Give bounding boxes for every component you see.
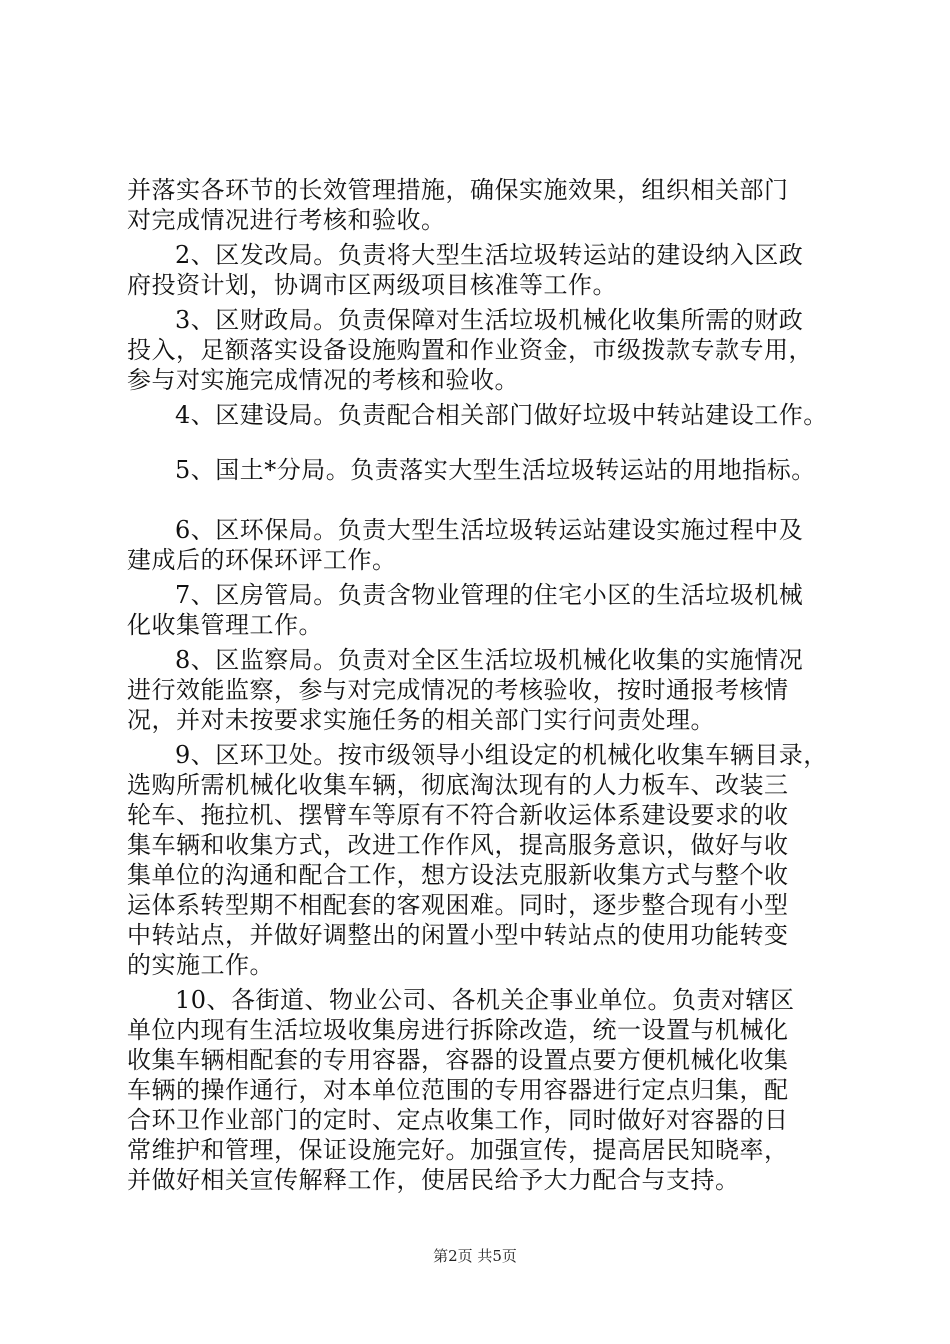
text-line: 车辆的操作通行，对本单位范围的专用容器进行定点归集，配 [127,1076,789,1104]
text-line: 运体系转型期不相配套的客观困难。同时，逐步整合现有小型 [127,891,789,919]
text-line: 4、区建设局。负责配合相关部门做好垃圾中转站建设工作。 [175,401,828,429]
text-line: 3、区财政局。负责保障对生活垃圾机械化收集所需的财政 [175,306,804,334]
text-line: 的实施工作。 [127,951,274,979]
text-line: 10、各街道、物业公司、各机关企事业单位。负责对辖区 [175,986,795,1014]
text-line: 2、区发改局。负责将大型生活垃圾转运站的建设纳入区政 [175,241,804,269]
text-line: 中转站点，并做好调整出的闲置小型中转站点的使用功能转变 [127,921,789,949]
text-line: 府投资计划，协调市区两级项目核准等工作。 [127,271,617,299]
text-line: 对完成情况进行考核和验收。 [127,206,446,234]
text-line: 集车辆和收集方式，改进工作作风，提高服务意识，做好与收 [127,831,789,859]
text-line: 建成后的环保环评工作。 [127,546,397,574]
text-line: 况，并对未按要求实施任务的相关部门实行问责处理。 [127,706,715,734]
text-line: 常维护和管理，保证设施完好。加强宣传，提高居民知晓率， [127,1136,789,1164]
text-line: 轮车、拖拉机、摆臂车等原有不符合新收运体系建设要求的收 [127,801,789,829]
text-line: 6、区环保局。负责大型生活垃圾转运站建设实施过程中及 [175,516,804,544]
text-line: 合环卫作业部门的定时、定点收集工作，同时做好对容器的日 [127,1106,789,1134]
text-line: 9、区环卫处。按市级领导小组设定的机械化收集车辆目录， [175,741,828,769]
text-line: 化收集管理工作。 [127,611,323,639]
text-line: 进行效能监察，参与对完成情况的考核验收，按时通报考核情 [127,676,789,704]
text-line: 参与对实施完成情况的考核和验收。 [127,366,519,394]
text-line: 选购所需机械化收集车辆，彻底淘汰现有的人力板车、改装三 [127,771,789,799]
text-line: 5、国土*分局。负责落实大型生活垃圾转运站的用地指标。 [175,456,816,484]
text-line: 投入，足额落实设备设施购置和作业资金，市级拨款专款专用， [127,336,813,364]
text-line: 并做好相关宣传解释工作，使居民给予大力配合与支持。 [127,1166,740,1194]
page-number: 第2页 共5页 [433,1247,517,1265]
text-line: 并落实各环节的长效管理措施，确保实施效果，组织相关部门 [127,176,789,204]
text-line: 集单位的沟通和配合工作，想方设法克服新收集方式与整个收 [127,861,789,889]
text-line: 单位内现有生活垃圾收集房进行拆除改造，统一设置与机械化 [127,1016,789,1044]
text-line: 8、区监察局。负责对全区生活垃圾机械化收集的实施情况 [175,646,804,674]
text-line: 收集车辆相配套的专用容器，容器的设置点要方便机械化收集 [127,1046,789,1074]
text-line: 7、区房管局。负责含物业管理的住宅小区的生活垃圾机械 [175,581,804,609]
